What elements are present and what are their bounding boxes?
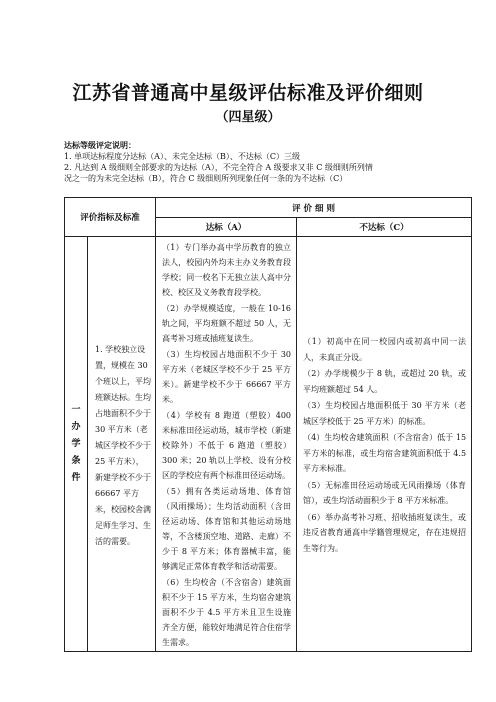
a-item: （3）生均校园占地面积不少于 30 平方米（老城区学校不少于 25 平方米）。新建学校不少于 66667 平方米。 bbox=[162, 350, 292, 404]
c-item: （4）生均校舍建筑面积（不含宿舍）低于 15 平方米的标准，或生均宿舍建筑面积低于 4.5 平方米标准。 bbox=[303, 433, 467, 473]
header-criteria: 评 价 细 则 bbox=[156, 198, 472, 218]
evaluation-table bbox=[64, 197, 472, 652]
notes-line-2: 2. 凡达到 A 级细则全部要求的为达标（A），不完全符合 A 级要求又非 C 级细则所列情 bbox=[64, 163, 373, 172]
page-subtitle: （四星级） bbox=[215, 110, 281, 125]
grading-notes bbox=[64, 140, 444, 184]
a-item: （4）学校有 8 跑道（塑胶）400 米标准田径运动场，城市学校（新建校除外）不低于 6 跑道（塑胶）300 米；20 轨以上学校、设有分校区的学校应有两个标准田径运动场。 bbox=[162, 411, 292, 480]
category-char: 办 bbox=[71, 421, 81, 432]
c-item: （3）生均校园占地面积低于 30 平方米（老城区学校低于 25 平方米）的标准。 bbox=[303, 401, 467, 426]
header-level-c: 不达标（C） bbox=[297, 218, 472, 237]
category-char: 学 bbox=[71, 438, 81, 449]
a-item: （2）办学规模适度，一般在 10-16 轨之间，平均班额不超过 50 人，无高考补习班或插班复读生。 bbox=[162, 304, 292, 343]
notes-line-1: 1. 单项达标程度分达标（A）、未完全达标（B）、不达标（C）三级 bbox=[64, 152, 300, 161]
category-char: 一 bbox=[71, 404, 81, 415]
c-item: （2）办学规模少于 8 轨，或超过 20 轨，或平均班额超过 54 人。 bbox=[303, 369, 467, 394]
level-a-column bbox=[156, 237, 297, 652]
category-char: 件 bbox=[71, 472, 81, 483]
a-item: （6）生均校舍（不含宿舍）建筑面积不少于 15 平方米，生均宿舍建筑面积不少于 4.5 平方米且卫生设施齐全方便，能较好地满足符合住宿学生需求。 bbox=[162, 578, 292, 647]
notes-heading: 达标等级评定说明： bbox=[64, 140, 136, 150]
a-item: （5）拥有各类运动场地、体育馆（风雨操场）；生均活动面积（含田径运动场、体育馆和其他运动场地等，不含楼顶空地、道路、走廊）不少于 8 平方米；体育器械丰富，能够满足正常体育教学和活动需要。 bbox=[162, 487, 292, 571]
c-item: （5）无标准田径运动场或无风雨操场（体育馆），或生均活动面积少于 8 平方米标准。 bbox=[303, 480, 467, 505]
header-level-a: 达标（A） bbox=[156, 218, 297, 237]
category-cell bbox=[65, 237, 88, 652]
page-title: 江苏省普通高中星级评估标准及评价细则 bbox=[72, 82, 424, 104]
c-item: （6）举办高考补习班、招收插班复读生，或违反省教育通高中学籍管理规定，存在违规招生等行为。 bbox=[303, 512, 467, 553]
level-c-column bbox=[297, 237, 472, 652]
c-item: （1）初高中在同一校园内或初高中同一法人，未真正分设。 bbox=[303, 337, 467, 362]
indicator-text: 1. 学校独立设置，规模在 30 个班以上，平均班额达标。生均占地面积不少于 30 平方米（老城区学校不少于 25 平方米），新建学校不少于 66667 平方米，校园校舍满足师生学习、生活的需要。 bbox=[88, 237, 156, 652]
category-char: 条 bbox=[71, 455, 81, 466]
a-item: （1）专门举办高中学历教育的独立法人，校园内外均未主办义务教育段学校；同一校名下无独立法人高中分校、校区及义务教育段学校。 bbox=[162, 243, 292, 297]
header-indicator: 评价指标及标准 bbox=[65, 198, 156, 237]
notes-line-3: 况之一的为未完全达标（B），符合 C 级细则所列现象任何一条的为不达标（C） bbox=[64, 174, 348, 183]
